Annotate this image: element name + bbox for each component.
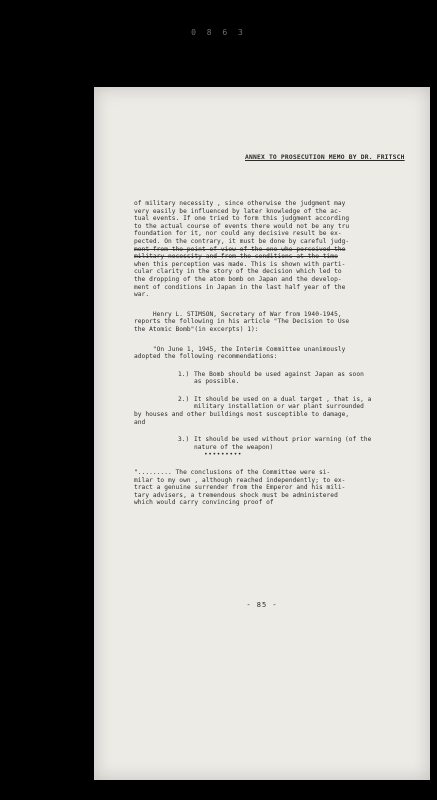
paragraph-interim-committee <box>134 346 412 361</box>
text-line: tary advisers, a tremendous shock must be administered <box>134 491 338 499</box>
text-line: to the actual course of events there would not be any tru <box>134 222 350 230</box>
recommendation-item <box>178 396 412 411</box>
page-number: - 85 - <box>246 601 278 609</box>
text-line: pected. On the contrary, it must be done by careful judg- <box>134 237 350 245</box>
paragraph-necessity <box>134 200 412 299</box>
text-line: the dropping of the atom bomb on Japan and the develop- <box>134 275 342 283</box>
text-line: "On June 1, 1945, the Interim Committee unanimously <box>134 345 346 353</box>
list-text: The Bomb should be used against Japan as soon as possible. <box>194 370 364 386</box>
text-line: of military necessity , since otherwise the judgment may <box>134 200 346 207</box>
text-line: adopted the following recommendations: <box>134 353 278 361</box>
recommendation-item <box>178 436 412 451</box>
page-header: ANNEX TO PROSECUTION MEMO BY DR. FRITSCH <box>245 154 405 161</box>
list-number: 3.) <box>178 436 190 444</box>
ellipsis-dots: ••••••••• <box>204 451 243 459</box>
document-body <box>134 200 412 507</box>
text-line: foundation for it, nor could any decisive result be ex- <box>134 230 342 238</box>
list-text: It should be used without prior warning (of the nature of the weapon) <box>194 436 372 451</box>
document-page <box>94 87 430 780</box>
list-number: 2.) <box>178 395 190 403</box>
text-line: "......... The conclusions of the Committee were si- <box>134 469 331 477</box>
text-line: milar to my own , although reached independently; to ex- <box>134 476 346 484</box>
text-line: ment of conditions in Japan in the last half year of the <box>134 283 346 291</box>
text-line: when this perception was made. This is shown with parti- <box>134 260 346 268</box>
text-line: reports the following in his article "The Decision to Use <box>134 318 350 326</box>
list-number: 1.) <box>178 370 190 378</box>
text-line: the Atomic Bomb"(in excerpts) 1): <box>134 325 259 333</box>
list-text: It should be used on a dual target , that is, a military installation or war plant surrounded <box>194 395 372 411</box>
struck-text-line: military necessity and from the conditions at the time <box>134 253 338 261</box>
struck-text-line: ment from the point of view of the one who perceived the <box>134 245 346 253</box>
text-line: tual events. If one tried to form this judgment according <box>134 215 350 223</box>
recommendation-item <box>178 371 412 386</box>
text-line: very easily be influenced by later knowledge of the ac- <box>134 207 342 215</box>
text-line: cular clarity in the story of the decision which led to <box>134 268 342 276</box>
text-line: Henry L. STIMSON, Secretary of War from 1940-1945, <box>134 310 342 318</box>
microfilm-frame-number: 0 8 6 3 <box>191 28 246 37</box>
paragraph-stimson <box>134 311 412 334</box>
text-line: which would carry convincing proof of <box>134 499 274 507</box>
text-line: tract a genuine surrender from the Emperor and his mili- <box>134 484 346 492</box>
recommendation-continuation: by houses and other buildings most susceptible to damage, and <box>134 411 350 426</box>
paragraph-conclusions <box>134 469 412 507</box>
text-line: war. <box>134 291 150 299</box>
